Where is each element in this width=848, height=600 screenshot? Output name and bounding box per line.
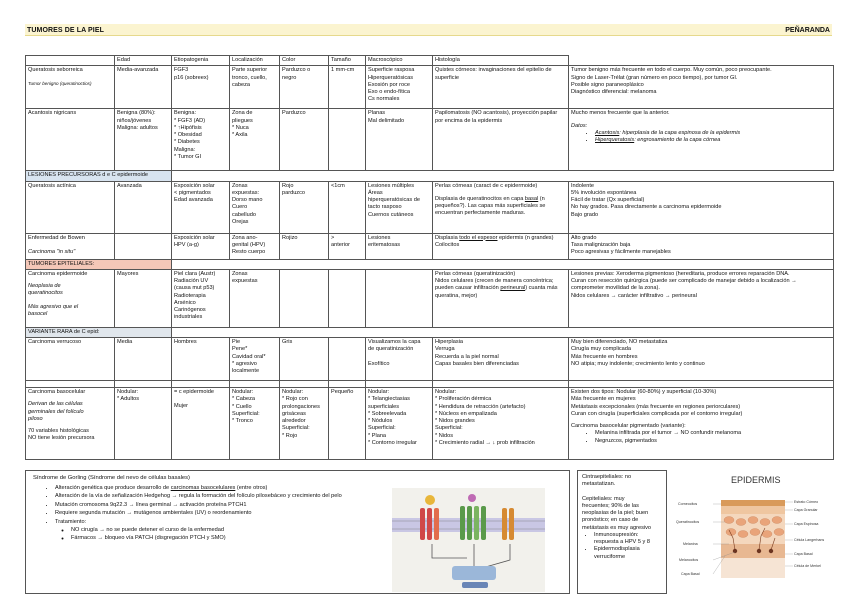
list-item xyxy=(55,484,342,492)
cell-line: * Cabeza xyxy=(232,396,256,403)
note-line: Más frecuente en mujeres xyxy=(571,396,636,403)
row-subtitle: 70 variables histológicas xyxy=(28,428,89,435)
cell-line: Carinógenos xyxy=(174,307,206,314)
row-name: Acantosis nigricans xyxy=(26,109,115,171)
list-item: • Melanina infiltrada por el tumor → NO confundir melanoma xyxy=(595,430,831,437)
list-item: ◦ NO cirugía → no se puede detener el curso de la enfermedad xyxy=(71,526,342,534)
skin-layers xyxy=(721,500,785,578)
cell-line: Benigna (80%): xyxy=(117,110,156,117)
row-carcinoma-basocelular xyxy=(26,388,834,460)
note-line: Curan con cirugía (superficiales complicada por el contorno irregular) xyxy=(571,410,743,417)
cell-line: Superficial: xyxy=(282,425,310,432)
label-estrato-corneo: Estrato Córneo xyxy=(794,500,819,504)
histo-line xyxy=(435,196,566,218)
text-span: (entre otros) xyxy=(235,485,268,491)
row-queratosis-actinica xyxy=(26,181,834,233)
gorlin-title: Síndrome de Gorling (Síndrome del nevo de células basales) xyxy=(33,475,190,481)
cell-line: p16 (sobreex) xyxy=(174,74,209,81)
cell-line: Superficie rasposa xyxy=(368,67,415,74)
cell-line: niños/jóvenes xyxy=(117,117,152,124)
cell-edad: Media-avanzada xyxy=(115,66,172,109)
cell-line: * Adultos xyxy=(117,396,140,403)
tumors-table xyxy=(25,55,834,460)
row-carcinoma-verrucoso xyxy=(26,338,834,381)
note-line: Metástasis excepcionales (más frecuente en regiones periorculares) xyxy=(571,403,741,410)
section-variante-rara xyxy=(26,327,834,337)
note-line: Tumor benigno más frecuente en todo el cuerpo. Muy común, poco preocupante. xyxy=(571,67,772,74)
cell-line: < pigmentados xyxy=(174,189,211,196)
row-subtitle: Neoplasia de xyxy=(28,283,61,290)
row-name: Carcinoma verrucoso xyxy=(26,338,115,381)
col-macroscopico: Macroscópico xyxy=(366,56,433,66)
note-line: Posible signo paraneoplásico xyxy=(571,81,644,88)
cell-line: Mal delimitado xyxy=(368,117,405,124)
row-subtitle: Derivan de las células xyxy=(28,401,83,408)
section-label: LESIONES PRECURSORAS d e C epidermoide xyxy=(26,171,172,181)
epidermis-diagram xyxy=(675,470,835,594)
cell-line: Piel clara (Austr) xyxy=(174,270,216,277)
cell-histologia: Quistes córneos: invaginaciones del epitelio de superficie xyxy=(433,66,569,109)
cell-line: Cavidad oral* xyxy=(232,353,266,360)
note-line: Fácil de tratar (Qx superficial) xyxy=(571,197,645,204)
header-row xyxy=(26,56,834,66)
cell-line: anterior xyxy=(331,241,350,248)
histo-line: Perlas córneas (queratinización) xyxy=(435,270,516,277)
cell-line: * Contorno irregular xyxy=(368,439,417,446)
cell-line: * Nuca xyxy=(232,124,249,131)
datos-item xyxy=(595,130,831,137)
cell-line: Exofítico xyxy=(368,360,390,367)
cell-line: Lesiones xyxy=(368,234,391,241)
cell-line: * Tumor GI xyxy=(174,153,202,160)
cell-line: localmente xyxy=(232,368,260,375)
cell-line: cabeza xyxy=(232,81,251,88)
cell-line: = c epidermoide xyxy=(174,389,214,396)
text-span: Displasia de queratinocitos en capa xyxy=(435,195,525,202)
row-name: Carcinoma basocelular xyxy=(28,389,86,396)
cell-line: Zona ano- xyxy=(232,234,258,241)
label-queratinocitos: Queratinocitos xyxy=(676,520,700,524)
definition: : engrosamiento de la capa córnea xyxy=(634,137,721,144)
row-subtitle: Carcinoma "in situ" xyxy=(28,248,76,255)
cell-histologia: Papilomatosis (NO acantosis), proyección papilar por encima de la epidermis xyxy=(433,109,569,171)
cell-line: negro xyxy=(282,74,297,81)
cell-line: parduzco xyxy=(282,189,306,196)
cell-line: Superficial: xyxy=(368,425,396,432)
text-span: ) cuanta más queratina, mejor) xyxy=(435,285,558,299)
cell-line: * Crecimiento radial → ↓ prob infiltración xyxy=(435,439,535,446)
term: Acantosis xyxy=(595,129,620,136)
note-line: Muy bien diferenciado, NO metastatiza xyxy=(571,339,668,346)
cell-line: eritematosas xyxy=(368,241,401,248)
text-span: Tratamiento: xyxy=(55,518,87,525)
cell-line: Recuerda a la piel normal xyxy=(435,353,499,360)
cell-line: HPV (a-g) xyxy=(174,241,199,248)
treatment-list xyxy=(55,526,342,543)
note-line: Lesiones previas: Xeroderma pigmentoso (hereditaria, produce errores reparación DNA. xyxy=(571,270,790,277)
col-localizacion: Localización xyxy=(230,56,280,66)
row-name: Carcinoma epidermoide xyxy=(28,270,88,277)
note-line: Cintraepiteliales: no xyxy=(582,474,632,480)
cell-color: Gris xyxy=(280,338,329,381)
layer-corneum xyxy=(721,500,785,506)
header-bar xyxy=(25,24,832,36)
epidermis-title: EPIDERMIS xyxy=(731,475,781,485)
cell-line: Exposición solar xyxy=(174,182,215,189)
note-line: 5% involución espontánea xyxy=(571,189,637,196)
cell-line: (causa mut p53) xyxy=(174,285,215,292)
histo-line xyxy=(435,235,566,242)
histo-line xyxy=(435,278,566,300)
cell-line: Pene* xyxy=(232,346,248,353)
histo-line: Coilocitos xyxy=(435,241,460,248)
row-name: Queratosis actínica xyxy=(26,181,115,233)
cell-line: pliegues xyxy=(232,117,253,124)
cell-edad: Media xyxy=(115,338,172,381)
cell-line: Zonas xyxy=(232,270,248,277)
cell-line: expuestas xyxy=(232,278,258,285)
cell-line: FGF3 xyxy=(174,67,189,74)
cell-line: * Hendidura de retracción (artefacto) xyxy=(435,403,526,410)
cell-color: Parduzco xyxy=(280,109,329,171)
list-item: • Negruzcos, pigmentados xyxy=(595,438,831,445)
cell-line: Hiperqueratósicas xyxy=(368,74,414,81)
layer-basal xyxy=(721,544,785,558)
mid-bullets xyxy=(582,532,662,561)
row-queratosis-seborreica xyxy=(26,66,834,109)
cell-line: Mujer xyxy=(174,403,188,410)
nucleus-complex xyxy=(452,566,496,580)
epithelial-notes-box xyxy=(577,470,667,594)
cell-line: * Obesidad xyxy=(174,132,202,139)
cell-line: tronco, cuello, xyxy=(232,74,267,81)
note-line: Nidos celulares → carácter infiltrativo → perineural xyxy=(571,292,697,299)
cell-etio: Hombres xyxy=(172,338,230,381)
list-item: • Alteración de la vía de señalización Hedgehog → regula la formación del folículo pilosebáceo y crecimiento del pelo xyxy=(55,492,342,500)
cell-line: > xyxy=(331,234,335,241)
row-subtitle: NO tiene lesión precursora xyxy=(28,435,95,442)
note-line: metástasis es muy agresivo xyxy=(582,524,652,531)
cell-line: tacto rasposo xyxy=(368,204,402,211)
label-capa-granular: Capa Granular xyxy=(794,508,818,512)
note-line: Existen dos tipos: Nodular (60-80%) y superficial (10-30%) xyxy=(571,389,717,396)
note-line: Indolente xyxy=(571,182,595,189)
label-capa-espinosa: Capa Espinosa xyxy=(794,522,819,526)
section-label: VARIANTE RARA de C epid: xyxy=(26,327,172,337)
definition: : hiperplasia de la capa espinosa de la epidermis xyxy=(619,129,741,136)
ligand-hedgehog xyxy=(425,495,435,505)
cell-tamano: Pequeño xyxy=(329,388,366,460)
note-line: Signo de Laser-Trélat (gran número en poco tiempo), por tumor GI. xyxy=(571,74,738,81)
row-carcinoma-epidermoide xyxy=(26,269,834,327)
list-item: • Inmunosupresión: respuesta a HPV 5 y 8 xyxy=(594,532,662,547)
cell-line: Edad avanzada xyxy=(174,197,213,204)
cell-line: de queratinización xyxy=(368,346,414,353)
cell-line: * Núcleos en empalizada xyxy=(435,410,497,417)
cell-line: Nodular: xyxy=(117,389,139,396)
cell-line: * Nódulos xyxy=(368,418,393,425)
note-line: Mucho menos frecuente que la anterior. xyxy=(571,110,670,117)
cell-line: * Nidos grandes xyxy=(435,418,475,425)
datos-item xyxy=(595,137,831,144)
cell-edad: Mayores xyxy=(115,269,172,327)
cell-line: prolongaciones xyxy=(282,403,320,410)
cell-tamano: <1cm xyxy=(329,181,366,233)
cell-line: * Diabetes xyxy=(174,139,200,146)
cell-line: * Axila xyxy=(232,132,248,139)
text-span: Alteración genética que produce desarrollo de xyxy=(55,485,171,491)
note-line: Cirugía muy complicada xyxy=(571,346,632,353)
label-melanina: Melanina xyxy=(683,542,698,546)
cell-line: Cs normales xyxy=(368,96,400,103)
row-subtitle: germinales del folículo xyxy=(28,408,84,415)
datos-list xyxy=(571,130,831,145)
label-melanocitos: Melanocitos xyxy=(679,558,699,562)
row-subtitle: queratinocitos xyxy=(28,290,63,297)
col-color: Color xyxy=(280,56,329,66)
layer-granular xyxy=(721,506,785,514)
cell-line: Zonas xyxy=(232,182,248,189)
note-line: metastatizan. xyxy=(582,481,616,488)
cell-line: Superficial: xyxy=(232,410,260,417)
cell-line: Maligna: xyxy=(174,146,196,153)
cell-line: Cuernos cutáneos xyxy=(368,211,414,218)
note-line: pronóstico; en caso de xyxy=(582,517,639,524)
cell-line: Visualizamos la capa xyxy=(368,339,421,346)
cell-line: hiperqueratósicas de xyxy=(368,197,420,204)
cell-line: expuestas: xyxy=(232,189,260,196)
note-line: neoplasias de la piel; buen xyxy=(582,510,649,517)
cell-line: * Plana xyxy=(368,432,387,439)
cell-line: cabelludo xyxy=(232,211,256,218)
list-item: • Epidermodisplasia verruciforme xyxy=(594,546,662,561)
list-item xyxy=(55,518,342,543)
col-edad: Edad xyxy=(115,56,172,66)
label-capa-basal-left: Capa Basal xyxy=(681,572,700,576)
cell-line: Áreas xyxy=(368,189,383,196)
label-corneocitos: Corneocitos xyxy=(678,502,698,506)
row-subtitle: Tumor benigno (queratinoctios) xyxy=(28,80,92,86)
cell-edad: Avanzada xyxy=(115,181,172,233)
list-item: ◦ Fármacos → bloqueo vía PATCH (disgregación PTCH y SMO) xyxy=(71,534,342,542)
note-line: Más frecuente en hombres xyxy=(571,353,638,360)
hedgehog-pathway-diagram xyxy=(392,488,545,592)
cell-line: * Telangiectasias xyxy=(368,396,410,403)
cell-line: * Rojo xyxy=(282,432,298,439)
dna-target xyxy=(462,582,488,588)
cell-line: * agresivo xyxy=(232,360,257,367)
row-name: Enfermedad de Bowen xyxy=(28,234,85,241)
pigmentado-list xyxy=(571,430,831,445)
col-etiopatogenia: Etiopatogenia xyxy=(172,56,230,66)
cell-line: * Cuello xyxy=(232,403,252,410)
cell-line: * Nidos xyxy=(435,432,454,439)
cell-line: Nodular: xyxy=(435,389,457,396)
note-datos: Datos: xyxy=(571,122,588,129)
cell-line: Radiación UV xyxy=(174,278,209,285)
cell-line: Lesiones múltiples xyxy=(368,182,415,189)
cell-line: Zona de xyxy=(232,110,253,117)
cell-line: * Proliferación dérmica xyxy=(435,396,492,403)
cell-line: Exosión por roce xyxy=(368,81,410,88)
text-span: (n pequeños?). Las capas más superficiales se encuentran perfectamente maduras. xyxy=(435,195,546,217)
list-item: • Mutación cromosoma 9q22.3 → línea germinal → activación proteína PTCH1 xyxy=(55,501,342,509)
note-line: NO atipia; muy indolente; crecimiento lento y continuo xyxy=(571,360,705,367)
gorlin-list xyxy=(55,484,342,543)
cell-line: Capas basales bien diferenciadas xyxy=(435,360,519,367)
text-span: Displasia xyxy=(435,234,460,241)
receptor-ptch xyxy=(420,508,439,540)
page-author: PEÑARANDA xyxy=(785,27,830,34)
note-line: Alto grado xyxy=(571,234,597,241)
cell-line: genital (HPV) xyxy=(232,241,266,248)
cell-line: Planas xyxy=(368,110,386,117)
cell-line: Exo o endo-fítica xyxy=(368,89,410,96)
section-label: TUMORES EPITELIALES: xyxy=(26,259,172,269)
cell-line: * FGF3 (AD) xyxy=(174,117,206,124)
note-line: Curan con resección quirúrgica (puede ser complicado de manejar debido a localización → comprometer movilidad de la zona). xyxy=(571,278,797,292)
label-langerhans: Célula Langerhans xyxy=(794,538,825,542)
row-subtitle: piloso xyxy=(28,415,43,422)
label-capa-basal-right: Capa Basal xyxy=(794,552,813,556)
cell-line: Radioterapia xyxy=(174,292,206,299)
row-acantosis-nigricans xyxy=(26,109,834,171)
cell-line: Nodular: xyxy=(282,389,304,396)
text-span: perineural xyxy=(500,285,526,292)
note-line: Diagnóstico diferencial: melanoma xyxy=(571,89,657,96)
page-title: TUMORES DE LA PIEL xyxy=(27,27,104,34)
text-span: epidermis (n grandes) xyxy=(497,234,554,241)
row-subtitle: basocel xyxy=(28,310,48,317)
note-line: Poco agresivas y fácilmente manejables xyxy=(571,249,671,256)
section-tumores-epiteliales xyxy=(26,259,834,269)
cell-line: grisáceas xyxy=(282,410,306,417)
ligand-2 xyxy=(468,494,476,502)
label-merkel: Célula de Merkel xyxy=(794,564,821,568)
cell-line: Maligna: adultos xyxy=(117,124,158,131)
cell-line: Rojo xyxy=(282,182,294,189)
cell-line: Orejas xyxy=(232,218,249,225)
cell-line: Pie xyxy=(232,339,241,346)
cell-line: Nodular: xyxy=(232,389,254,396)
cell-line: Parte superior xyxy=(232,67,268,74)
cell-line: industriales xyxy=(174,314,203,321)
layer-dermis xyxy=(721,558,785,578)
note-line: Bajo grado xyxy=(571,211,599,218)
text-span: carcinomas basocelulares xyxy=(170,485,236,491)
term: Hiperqueratosis xyxy=(595,137,635,144)
note-line: frecuentes; 90% de las xyxy=(582,502,639,509)
text-span: basal xyxy=(524,195,539,202)
row-subtitle: Más agresivo que el xyxy=(28,303,79,310)
list-item: • Requiere segunda mutación → mutágenos ambientales (UV) o reordenamiento xyxy=(55,509,342,517)
col-notes xyxy=(569,56,834,66)
cell-line: Verruga xyxy=(435,346,455,353)
cell-color: Rojizo xyxy=(280,233,329,259)
cell-tamano: 1 mm-cm xyxy=(329,66,366,109)
text-span: todo el espesor xyxy=(459,234,498,241)
cell-line: superficiales xyxy=(368,403,400,410)
cell-line: * Tronco xyxy=(232,418,253,425)
histo-line: Perlas córneas (caract de c epidermoide) xyxy=(435,182,538,189)
row-name: Queratosis seborreica xyxy=(28,67,83,74)
cell-line: Hiperplasia xyxy=(435,339,463,346)
col-histologia: Histología xyxy=(433,56,569,66)
note-line: Tasa malignización baja xyxy=(571,241,631,248)
cell-line: Arsénico xyxy=(174,299,196,306)
col-tamano: Tamaño xyxy=(329,56,366,66)
cell-line: Benigna: xyxy=(174,110,197,117)
cell-line: Nodular: xyxy=(368,389,390,396)
cell-line: Exposición solar xyxy=(174,234,215,241)
cell-line: Parduzco o xyxy=(282,67,311,74)
note-line: Carcinoma basocelular pigmentado (variante): xyxy=(571,423,686,430)
row-enfermedad-bowen xyxy=(26,233,834,259)
note-line: No hay grados. Pasa directamente a carcinoma epidermoide xyxy=(571,204,722,211)
cell-line: Cuero xyxy=(232,204,248,211)
cell-line: * ↑Hipófisis xyxy=(174,124,202,131)
section-lesiones-precursoras xyxy=(26,171,834,181)
note-line: Cepiteliales: muy xyxy=(582,495,625,502)
cell-line: Dorso mano xyxy=(232,197,263,204)
cell-line: alrededor xyxy=(282,418,306,425)
cell-line: Resto cuerpo xyxy=(232,249,266,256)
cell-line: Superficial: xyxy=(435,425,463,432)
text-span: Nidos celulares (crecen de manera concéntrica; pueden causar infiltración xyxy=(435,278,554,292)
cell-line: * Sobreelevada xyxy=(368,410,407,417)
col-blank xyxy=(26,56,115,66)
spacer-row xyxy=(26,381,834,388)
cell-line: * Rojo con xyxy=(282,396,308,403)
